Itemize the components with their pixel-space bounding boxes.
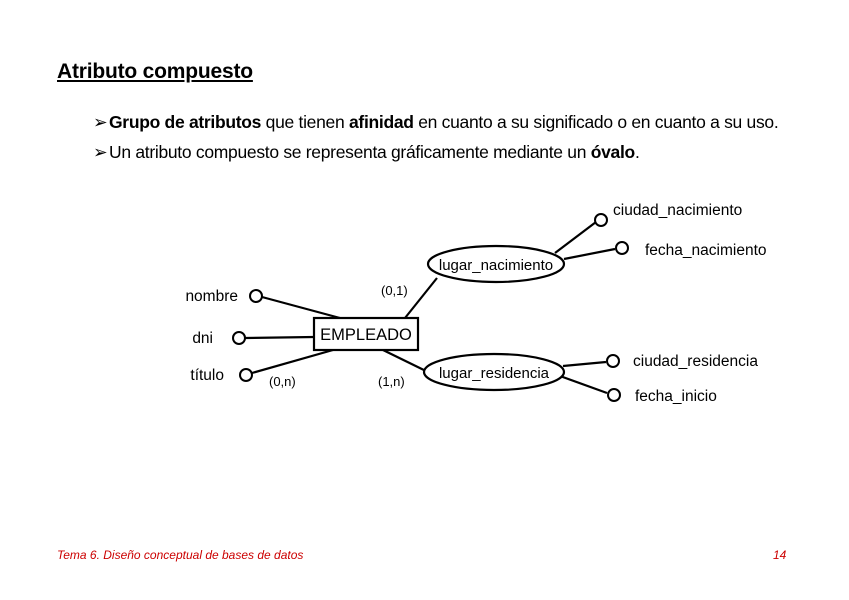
attr-dni-circle: [233, 332, 245, 344]
attr-titulo-circle: [240, 369, 252, 381]
entity-empleado-label: EMPLEADO: [320, 326, 412, 344]
bullet-1-text-1: que tienen: [261, 112, 349, 132]
bullet-1-text-2: en cuanto a su significado o en cuanto a su uso.: [413, 112, 779, 132]
line-ciudad-nacimiento: [555, 222, 596, 253]
line-titulo: [252, 348, 340, 373]
line-lugar-nacimiento: [405, 278, 437, 318]
attr-ciudad-residencia-label: ciudad_residencia: [633, 353, 758, 370]
attr-dni-label: dni: [192, 330, 213, 347]
line-nombre: [262, 297, 340, 318]
attr-nombre-circle: [250, 290, 262, 302]
cardinality-lugar-nacimiento: (0,1): [381, 283, 408, 298]
attr-nombre-label: nombre: [185, 288, 238, 305]
attr-ciudad-nacimiento-circle: [595, 214, 607, 226]
bullet-1-bold-2: afinidad: [348, 112, 414, 132]
cardinality-lugar-residencia: (1,n): [378, 374, 405, 389]
line-ciudad-residencia: [563, 362, 606, 366]
line-dni: [245, 337, 314, 338]
slide-title: Atributo compuesto: [57, 60, 253, 83]
line-fecha-nacimiento: [564, 249, 615, 259]
bullet-1-bold-1: Grupo de atributos: [109, 112, 262, 132]
attr-fecha-nacimiento-label: fecha_nacimiento: [645, 242, 767, 259]
composite-lugar-nacimiento-label: lugar_nacimiento: [438, 257, 554, 274]
line-fecha-inicio: [560, 376, 607, 393]
cardinality-titulo: (0,n): [269, 374, 296, 389]
attr-ciudad-residencia-circle: [607, 355, 619, 367]
arrow-bullet-icon: ➢: [93, 112, 108, 132]
attr-fecha-nacimiento-circle: [616, 242, 628, 254]
bullet-2-bold-1: óvalo: [590, 142, 635, 162]
bullet-2-text-1: Un atributo compuesto se representa gráficamente mediante un: [109, 142, 591, 162]
footer-page-number: 14: [773, 548, 787, 562]
bullet-2-text-2: .: [634, 142, 640, 162]
attr-ciudad-nacimiento-label: ciudad_nacimiento: [613, 202, 743, 219]
attr-fecha-inicio-label: fecha_inicio: [635, 388, 717, 405]
arrow-bullet-icon: ➢: [93, 142, 108, 162]
line-lugar-residencia: [383, 350, 430, 373]
composite-lugar-residencia-label: lugar_residencia: [438, 365, 550, 382]
attr-fecha-inicio-circle: [608, 389, 620, 401]
attr-titulo-label: título: [190, 367, 224, 384]
footer-course-title: Tema 6. Diseño conceptual de bases de datos: [57, 548, 304, 562]
